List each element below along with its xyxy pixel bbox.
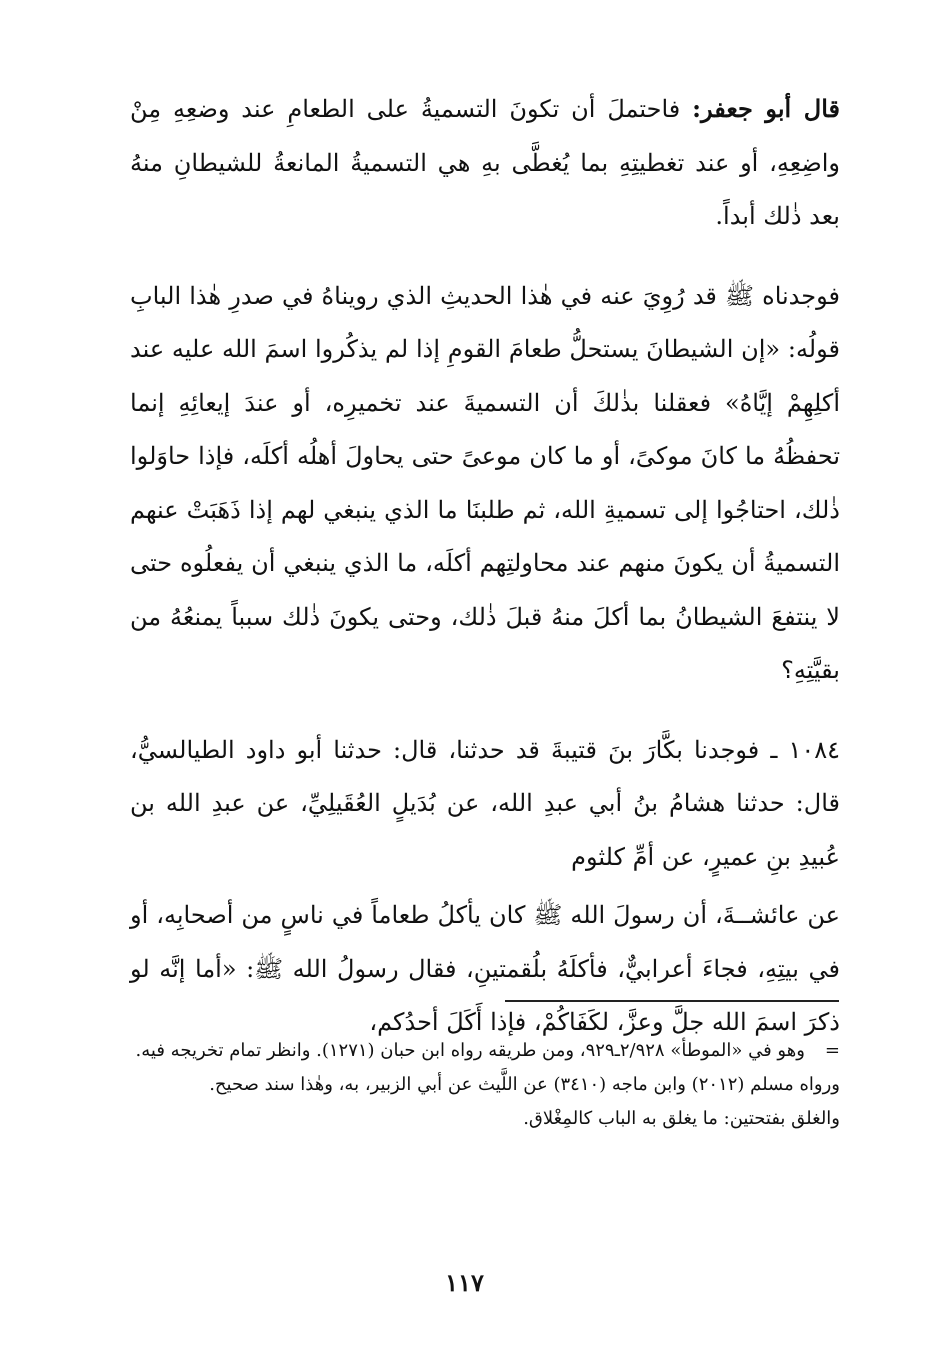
footnote-1 <box>124 1034 840 1068</box>
footnotes <box>124 1034 840 1136</box>
footnote-2: ورواه مسلم (٢٠١٢) وابن ماجه (٣٤١٠) عن اللَّيث عن أبي الزبير، به، وهٰذا سند صحيح. <box>209 1074 840 1095</box>
footnote-3: والغلق بفتحتين: ما يغلق به الباب كالمِغْلاق. <box>523 1108 840 1129</box>
main-text <box>130 82 840 1050</box>
paragraph-2: فوجدناه ﷺ قد رُوِيَ عنه في هٰذا الحديثِ الذي رويناهُ في صدرِ هٰذا البابِ قولُه: «إن الشيطانَ يستحلُّ طعامَ القومِ إذا لم يذكُروا اسمَ الله عليه عند أكلِهِمْ إيَّاهُ» فعقلنا بذٰلكَ أن التسميةَ عند تخميرِه، أو عندَ إيعائِهِ إنما تحفظُهُ ما كانَ موكىً، أو ما كان موعىً حتى يحاولَ أهلُه أكلَه، فإذا حاوَلوا ذٰلك، احتاجُوا إلى تسميةِ الله، ثم طلبنَا ما الذي ينبغي لهم إذا ذَهَبَتْ عنهم التسميةُ أن يكونَ منهم عند محاولتِهم أكلَه، ما الذي ينبغي أن يفعلُوه حتى لا ينتفعَ الشيطانُ بما أكلَ منهُ قبلَ ذٰلك، وحتى يكونَ ذٰلك سبباً يمنعُهُ من بقيَّتِهِ؟ <box>130 281 840 684</box>
footnote-divider <box>505 1000 839 1002</box>
paragraph-3-hadith-isnad: ١٠٨٤ ـ فوجدنا بكَّارَ بنَ قتيبةَ قد حدثنا، قال: حدثنا أبو داود الطيالسيُّ، قال: حدثنا هشامُ بنُ أبي عبدِ الله، عن بُدَيلٍ العُقَيلِيِّ، عن عبدِ الله بن عُبيدِ بنِ عميرٍ، عن أمِّ كلثوم <box>130 735 840 871</box>
paragraph-1 <box>130 82 840 244</box>
page-number: ١١٧ <box>445 1268 484 1297</box>
paragraph-1-body: فاحتملَ أن تكونَ التسميةُ على الطعامِ عند وضعِهِ مِنْ واضِعِهِ، أو عند تغطيتِهِ بما يُغطَّى بهِ هي التسميةُ المانعةُ للشيطانِ منهُ بعد ذٰلك أبداً. <box>130 95 840 230</box>
paragraph-1-lead: قال أبو جعفر: <box>692 94 841 123</box>
footnote-1-text: وهو في «الموطأ» ٢/٩٢٨ـ٩٢٩، ومن طريقه رواه ابن حبان (١٢٧١). وانظر تمام تخريجه فيه. <box>135 1040 805 1061</box>
footnote-continuation-mark: = <box>824 1040 840 1061</box>
paragraph-4-hadith-text: عن عائشــةَ، أن رسولَ الله ﷺ كان يأكلُ طعاماً في ناسٍ من أصحابِه، أو في بيتِهِ، فجاءَ أعرابيٌّ، فأكلَهُ بلُقمتينِ، فقال رسولُ الله ﷺ: «أما إنَّه لو ذكرَ اسمَ الله جلَّ وعزَّ، لكَفَاكُمْ، فإذا أَكَلَ أحدُكم، <box>130 901 840 1036</box>
